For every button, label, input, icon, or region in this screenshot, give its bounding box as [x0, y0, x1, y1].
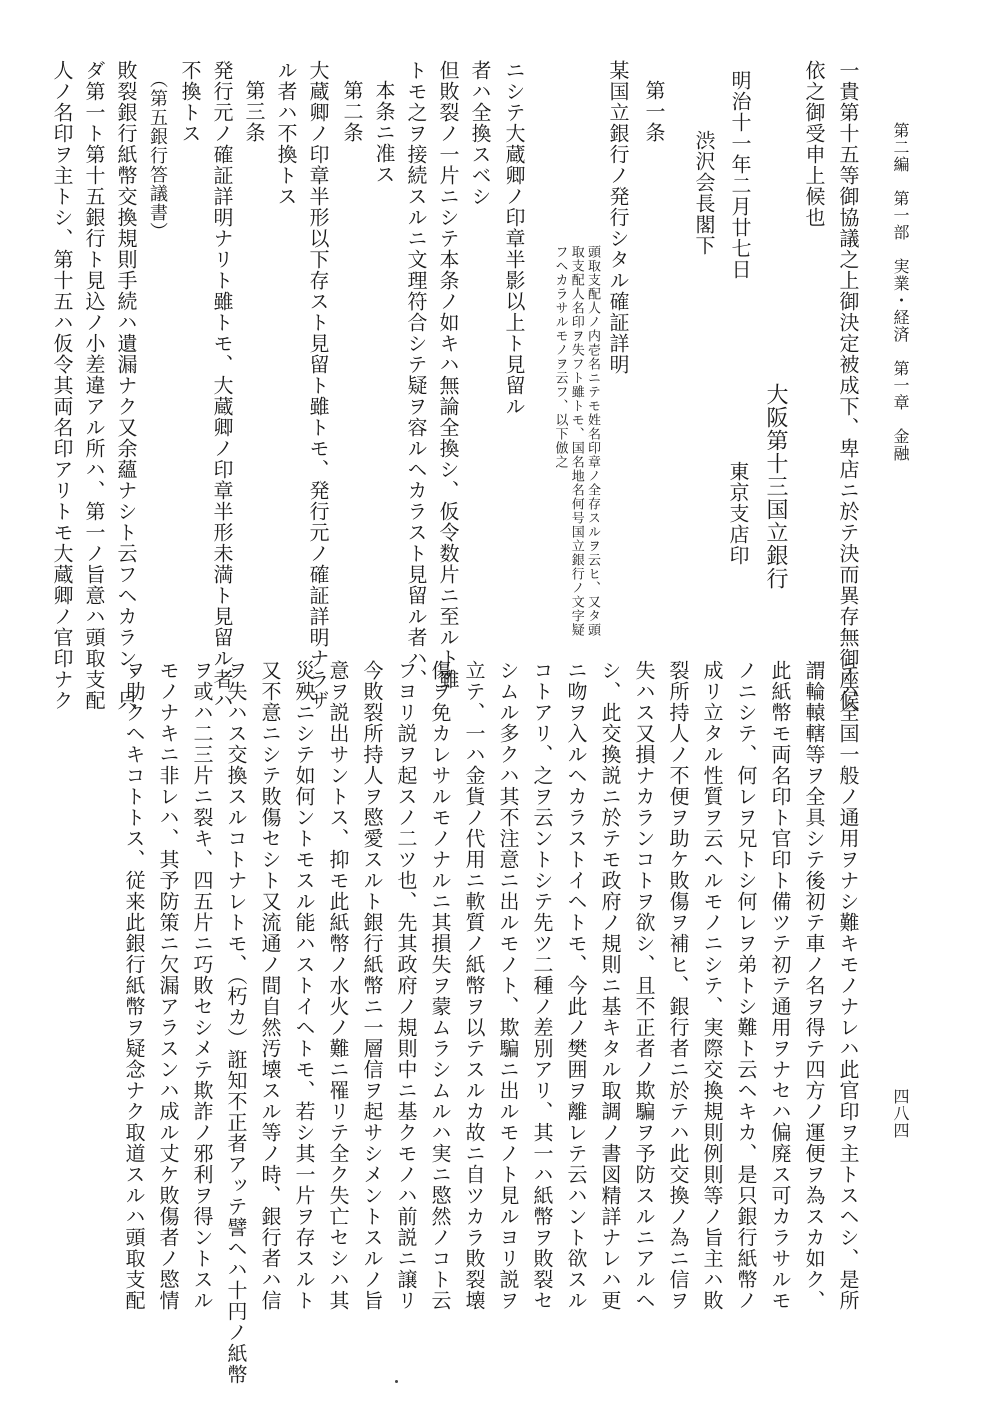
lower-line: 又不意ニシテ敗傷セシト又流通ノ間自然汚壊スル等ノ時、銀行者ハ信: [258, 660, 282, 1311]
lower-line: 成リ立タル性質ヲ云ヘルモノニシテ、実際交換規則例則等ノ旨主ハ敗: [700, 660, 724, 1311]
lower-line: 立テ、一ハ金貨ノ代用ニ軟質ノ紙幣ヲ以テスルカ故ニ自ツカラ敗裂壊: [462, 660, 486, 1311]
upper-line: 某国立銀行ノ発行シタル確証詳明: [606, 60, 630, 375]
upper-line: 本条ニ准ス: [372, 80, 396, 185]
lower-line: テハ全国一般ノ通用ヲナシ難キモノナレハ此官印ヲ主トスヘシ、是所: [836, 660, 860, 1311]
upper-line: ル者ハ不換トス: [274, 60, 298, 207]
lower-line: モノナキニ非レハ、其予防策ニ欠漏アラスンハ成ル丈ケ敗傷者ノ愍情: [156, 660, 180, 1311]
upper-line: 第一条: [642, 80, 666, 143]
lower-line: コトアリ、之ヲ云ントシテ先ツ二種ノ差別アリ、其一ハ紙幣ヲ敗裂セ: [530, 660, 554, 1311]
upper-line: （第五銀行答議書）: [147, 70, 168, 241]
lower-line: 傷ヲ免カレサルモノナルニ其損失ヲ蒙ムラシムルハ実ニ愍然ノコト云: [428, 660, 452, 1311]
page-number: 四八四: [891, 1088, 910, 1139]
lower-line: ノニシテ、何レヲ兄トシ何レヲ弟トシ難ト云ヘキカ、是只銀行紙幣ノ: [734, 660, 758, 1311]
upper-line: 第二条: [340, 80, 364, 143]
lower-line: シ、此交換説ニ於テモ政府ノ規則ニ基キタル取調ノ書図精詳ナレハ更: [598, 660, 622, 1311]
upper-line: 敗裂銀行紙幣交換規則手続ハ遺漏ナク又余蘊ナシト云フヘカラン、只: [114, 60, 138, 711]
upper-line: 渋沢会長閣下: [692, 130, 716, 256]
lower-line: 謂輪轅轄等ヲ全具シテ後初テ車ノ名ヲ得テ四方ノ運便ヲ為スカ如ク、: [802, 660, 826, 1311]
lower-line: フヨリ説ヲ起スノ二ツ也、先其政府ノ規則中ニ基クモノハ前説ニ譲リ: [394, 660, 418, 1311]
upper-line: ニシテ大蔵卿ノ印章半影以上ト見留ル: [502, 60, 526, 417]
upper-line: トモ之ヲ接続スルニ文理符合シテ疑ヲ容ルヘカラスト見留ル者ハ、: [404, 60, 428, 690]
upper-line: 者ハ全換スベシ: [468, 60, 492, 207]
upper-line: 東京支店印: [726, 440, 750, 566]
upper-line: 一貴第十五等御協議之上御決定被成下、卑店ニ於テ決而異存無御座候: [836, 60, 860, 711]
upper-line: 発行元ノ確証詳明ナリト雖トモ、大蔵卿ノ印章半形未満ト見留ル者ハ: [210, 60, 234, 711]
upper-line: 明治十一年二月廿七日: [728, 70, 752, 280]
printer-dot: [395, 1380, 398, 1383]
upper-line: 依之御受申上候也: [802, 60, 826, 228]
lower-line: 失ハス又損ナカランコトヲ欲シ、且不正者ノ欺騙ヲ予防スルニアルヘ: [632, 660, 656, 1311]
lower-line: ヲ或ハ二三片ニ裂キ、四五片ニ巧敗セシメテ欺詐ノ邪利ヲ得ントスル: [190, 660, 214, 1311]
lower-line: 此紙幣モ両名印ト官印ト備ツテ初テ通用ヲナセハ偏廃ス可カラサルモ: [768, 660, 792, 1311]
upper-line: 第三条: [242, 80, 266, 143]
lower-line: 今敗裂所持人ヲ愍愛スルト銀行紙幣ニ一層信ヲ起サシメントスルノ旨: [360, 660, 384, 1311]
upper-line: 人ノ名印ヲ主トシ、第十五ハ仮令其両名印アリトモ大蔵卿ノ官印ナク: [50, 60, 74, 711]
upper-line: 但敗裂ノ一片ニシテ本条ノ如キハ無論全換シ、仮令数片ニ至ルト雖: [436, 60, 460, 690]
lower-text-block: [60, 660, 870, 1385]
upper-note: 頭取支配人ノ内壱名ニテモ姓名印章ノ全存スルヲ云ヒ、又タ頭取支配人名印ヲ失フト雖トモ、国名地名何号国立銀行ノ文字疑フヘカラサルモノヲ云フ、以下倣之: [552, 245, 600, 637]
lower-line: 災殃ニシテ如何ントモスル能ハストイヘトモ、若シ其一片ヲ存スルト: [292, 660, 316, 1311]
upper-line: 不換トス: [178, 60, 202, 144]
lower-line: ヲ助クヘキコトトス、従来此銀行紙幣ヲ疑念ナク取道スルハ頭取支配: [122, 660, 146, 1311]
upper-text-block: [50, 60, 870, 711]
upper-line: ダ第一ト第十五銀行ト見込ノ小差違アル所ハ、第一ノ旨意ハ頭取支配: [82, 60, 106, 711]
upper-line: 大蔵卿ノ印章半形以下存スト見留ト雖トモ、発行元ノ確証詳明ナラザ: [306, 60, 330, 711]
running-head: 第二編 第一部 実業・経済 第一章 金融: [891, 122, 910, 462]
lower-line: ヲ失ハス交換スルコトナレトモ、（朽カ）誑知不正者アッテ譬ヘハ十円ノ紙幣: [224, 660, 248, 1385]
lower-line: 裂所持人ノ不便ヲ助ケ敗傷ヲ補ヒ、銀行者ニ於テハ此交換ノ為ニ信ヲ: [666, 660, 690, 1311]
lower-line: 意ヲ説出サントス、抑モ此紙幣ノ水火ノ難ニ罹リテ全ク失亡セシハ其: [326, 660, 350, 1311]
lower-line: シムル多クハ其不注意ニ出ルモノト、欺騙ニ出ルモノト見ルヨリ説ヲ: [496, 660, 520, 1311]
lower-line: ニ吻ヲ入ルヘカラストイヘトモ、今此ノ樊囲ヲ離レテ云ハント欲スル: [564, 660, 588, 1311]
upper-line: 大阪第十三国立銀行: [763, 360, 788, 590]
